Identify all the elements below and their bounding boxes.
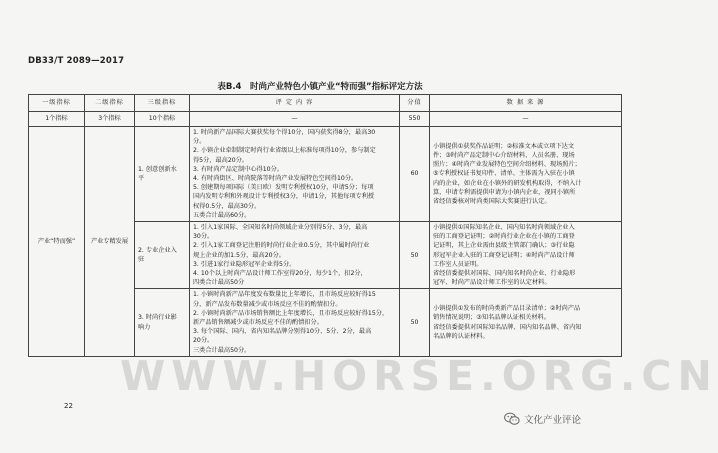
column-header: 数 据 来 源 xyxy=(430,95,622,112)
summary-cell: 1个指标 xyxy=(29,112,85,127)
level1-cell: 产业“特而强” xyxy=(29,127,85,357)
summary-row xyxy=(29,112,622,127)
standard-code: DB33/T 2089—2017 xyxy=(28,56,125,66)
content-cell: 1. 小镇时尚新产品年度发布数量比上年增长，且市场反应较好得15 分，新产品发布数量减少或市场反应不佳的酌情扣分。 2. 小镇时尚新产品市场销售额比上年度增长，且市场反应较好得15分， 新产品销售额减少或市场反应不佳的酌情扣分。 3. 每个国际、国内、省内知名品牌分别得10分、5分、2分，最高 20分。 三类合计最高50分。 xyxy=(190,289,400,356)
score-cell: 60 xyxy=(400,127,430,222)
summary-cell: 550 xyxy=(400,112,430,127)
source-cell: 小镇提供①发布的时尚类新产品目录清单；②时尚产品 销售情况说明；③知名品牌认证相关材料。 省经信委提供对国际知名品牌、国内知名品牌、省内知 名品牌的认证材料。 xyxy=(430,289,622,356)
level3-cell: 1. 创意创新水 平 xyxy=(135,127,190,222)
column-header: 分值 xyxy=(400,95,430,112)
content-cell: 1. 时尚新产品国际大赛获奖每个得10分，国内获奖得8分，最高30 分。 2. 小镇企业牵制制定时尚行业省级以上标准每项得10分，参与制定 得5分，最高20分。 3. 有时尚产品定制中心得10分。 4. 有时尚街区、时尚院落等时尚产业发展特色空间得10分。 5. 创建期每项国际（美日欧）发明专利授权10分，申请5分；每项 国内发明专利和外观设计专利授权3分，申请1分，其他每项专利授 权得0.5分，最高30分。 五类合计最高60分。 xyxy=(190,127,400,222)
summary-cell: — xyxy=(190,112,400,127)
table-row xyxy=(29,127,622,222)
column-header: 一级指标 xyxy=(29,95,85,112)
brand-name: 文化产业评论 xyxy=(524,415,582,426)
score-cell: 50 xyxy=(400,289,430,356)
summary-cell: 10个指标 xyxy=(135,112,190,127)
watermark: WWW.HORSE.ORG.CN xyxy=(120,352,718,400)
column-header: 二级指标 xyxy=(85,95,135,112)
score-cell: 50 xyxy=(400,222,430,289)
level3-cell: 3. 时尚行业影 响力 xyxy=(135,289,190,356)
column-header: 三级指标 xyxy=(135,95,190,112)
summary-cell: 3个指标 xyxy=(85,112,135,127)
level3-cell: 2. 专业企业入 驻 xyxy=(135,222,190,289)
source-cell: 小镇提供①获奖作品证明；②标准文本或立项下达文 件；③时尚产品定制中心介绍材料、人员名册、现场 照片；④时尚产业发展特色空间介绍材料、现场照片； ⑤专利授权证书复印件、清单、主体需为入驻在小镇 内的企业，如企业在小镇外的研发机构取得，不纳入计 算，申请专利需提供申请为小镇内企业，视同小镇所 省经信委核对时尚类国际大奖赛进行认定。 xyxy=(430,127,622,222)
wechat-icon xyxy=(504,412,520,426)
evaluation-table xyxy=(28,94,622,357)
source-cell: 小镇提供①国际知名企业、国内知名时尚领域企业入 驻的工商登记证明；②时尚行业企业在小镇的工商登 记证明，其上企业需由县级主管部门确认；③行业隐 形冠军企业入驻的工商登记证明；④时尚产品设计师 工作室人员证明。 省经信委提供对国际、国内知名时尚企业、行业隐形 冠军、时尚产品设计师工作室的认定材料。 xyxy=(430,222,622,289)
content-cell: 1. 引入1家国际、全国知名时尚领域企业分别得5分、3分，最高 30分。 2. 引入1家工商登记注册的时尚行业企业0.5分，其中属时尚行业 规上企业的加1.5分，最高20分。 3. 引进1家行业隐形冠军企业得5分。 4. 10个以上时尚产品设计师工作室得20分，每少1个，扣2分， 四类合计最高50分 xyxy=(190,222,400,289)
level2-cell: 产业专精发展 xyxy=(85,127,135,357)
brand-badge xyxy=(504,412,581,426)
table-title: 表B.4 时尚产业特色小镇产业“特而强”指标评定方法 xyxy=(217,82,423,92)
page-number: 22 xyxy=(64,402,73,410)
table-header-row xyxy=(29,95,622,112)
column-header: 评 定 内 容 xyxy=(190,95,400,112)
summary-cell: — xyxy=(430,112,622,127)
